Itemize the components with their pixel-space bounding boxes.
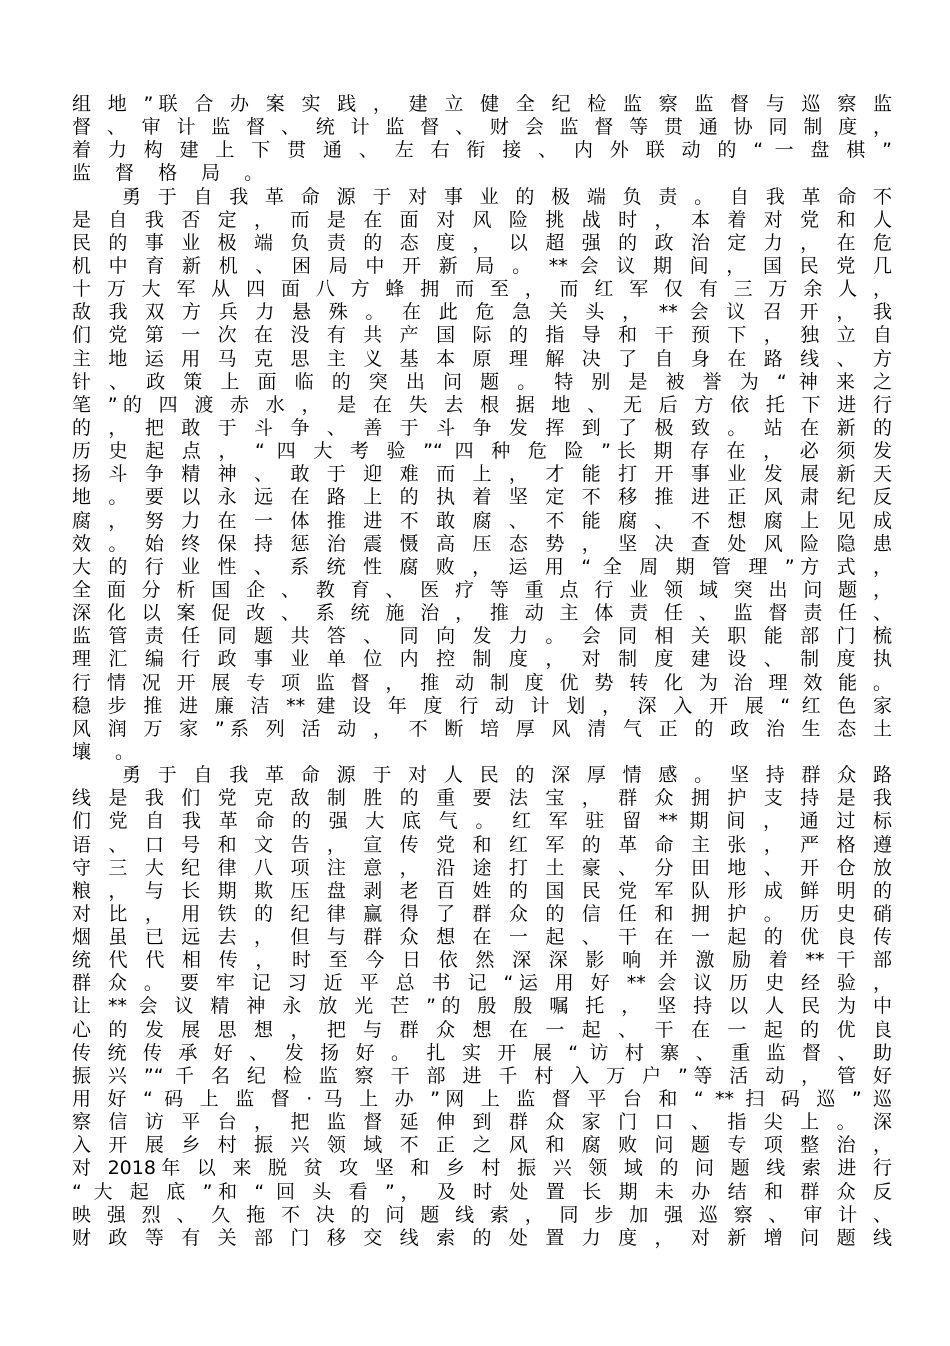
text-line: 针 、 政 策 上 面 临 的 突 出 问 题 。 特 别 是 被 誉 为 “ 神 来 之 [72, 370, 892, 393]
text-line: 大 的 行 业 性 、 系 统 性 腐 败 ， 运 用 “ 全 周 期 管 理 ”方 式 ， [72, 555, 892, 578]
text-line: 入 开 展 乡 村 振 兴 领 域 不 正 之 风 和 腐 败 问 题 专 项 整 治 ， [72, 1134, 892, 1157]
text-line: 敌 我 双 方 兵 力 悬 殊 。 在 此 危 急 关 头 ， ** 会 议 召 开 ， 我 [72, 301, 892, 324]
text-line: 对 比 ， 用 铁 的 纪 律 赢 得 了 群 众 的 信 任 和 拥 护 。 历 史 硝 [72, 902, 892, 925]
text-line: 是 自 我 否 定 ， 而 是 在 面 对 风 险 挑 战 时 ， 本 着 对 党 和 人 [72, 208, 892, 231]
text-line: 笔 ”的 四 渡 赤 水 ， 是 在 失 去 根 据 地 、 无 后 方 依 托 下 进 行 [72, 393, 892, 416]
text-line: 稳 步 推 进 廉 洁 ** 建 设 年 度 行 动 计 划 ， 深 入 开 展 “ 红 色 家 [72, 694, 892, 717]
text-line: 财 政 等 有 关 部 门 移 交 线 索 的 处 置 力 度 ， 对 新 增 问 题 线 [72, 1226, 892, 1249]
text-line: 语 、 口 号 和 文 告 ， 宣 传 党 和 红 军 的 革 命 主 张 ， 严 格 遵 [72, 833, 892, 856]
text-line: 心 的 发 展 思 想 ， 把 与 群 众 想 在 一 起 、 干 在 一 起 的 优 良 [72, 1018, 892, 1041]
text-line: 线 是 我 们 党 克 敌 制 胜 的 重 要 法 宝 ， 群 众 拥 护 支 持 是 我 [72, 787, 892, 810]
text-line: 组 地 ”联 合 办 案 实 践 ， 建 立 健 全 纪 检 监 察 监 督 与 巡 察 监 [72, 93, 892, 115]
text-line: 群 众 。 要 牢 记 习 近 平 总 书 记 “运 用 好 ** 会 议 历 史 经 验 ， [72, 972, 892, 995]
text-line: 民 的 事 业 极 端 负 责 的 态 度 ， 以 超 强 的 政 治 定 力 ， 在 危 [72, 231, 892, 254]
text-line: 着 力 构 建 上 下 贯 通 、 左 右 衔 接 、 内 外 联 动 的 “ 一 盘 棋 ” [72, 139, 892, 162]
text-line: 理 汇 编 行 政 事 业 单 位 内 控 制 度 ， 对 制 度 建 设 、 制 度 执 [72, 648, 892, 671]
text-line: 腐 ， 努 力 在 一 体 推 进 不 敢 腐 、 不 能 腐 、 不 想 腐 上 见 成 [72, 509, 892, 532]
text-line: 效 。 始 终 保 持 惩 治 震 慑 高 压 态 势 ， 坚 决 查 处 风 险 隐 患 [72, 532, 892, 555]
text-line: 察 信 访 平 台 ， 把 监 督 延 伸 到 群 众 家 门 口 、 指 尖 上 。 深 [72, 1111, 892, 1134]
text-line: 机 中 育 新 机 、 困 局 中 开 新 局 。 ** 会 议 期 间 ， 国 民 党 几 [72, 254, 892, 277]
text-line: 督 、 审 计 监 督 、 统 计 监 督 、 财 会 监 督 等 贯 通 协 同 制 度 ， [72, 116, 892, 139]
text-line: 勇 于 自 我 革 命 源 于 对 事 业 的 极 端 负 责 。 自 我 革 命 不 [122, 185, 892, 208]
text-line: 烟 虽 已 远 去 ， 但 与 群 众 想 在 一 起 、 干 在 一 起 的 优 良 传 [72, 926, 892, 949]
text-line: 主 地 运 用 马 克 思 主 义 基 本 原 理 解 决 了 自 身 在 路 线 、 方 [72, 347, 892, 370]
text-line: 壤 。 [72, 740, 144, 763]
text-line: 的 ， 把 敢 于 斗 争 、 善 于 斗 争 发 挥 到 了 极 致 。 站 在 新 的 [72, 416, 892, 439]
text-line: 让 ** 会 议 精 神 永 放 光 芒 ”的 殷 殷 嘱 托 ， 坚 持 以 人 民 为 中 [72, 995, 892, 1018]
text-line: 监 管 责 任 同 题 共 答 、 同 向 发 力 。 会 同 相 关 职 能 部 门 梳 [72, 625, 892, 648]
text-line: 统 代 代 相 传 ， 时 至 今 日 依 然 深 深 影 响 并 激 励 着 ** 干 部 [72, 949, 892, 972]
text-line: 粮 ， 与 长 期 欺 压 盘 剥 老 百 姓 的 国 民 党 军 队 形 成 鲜 明 的 [72, 879, 892, 902]
text-line: 深 化 以 案 促 改 、 系 统 施 治 ， 推 动 主 体 责 任 、 监 督 责 任 、 [72, 602, 892, 625]
text-line: 历 史 起 点 ， “ 四 大 考 验 ”“ 四 种 危 险 ”长 期 存 在 ， 必 须 发 [72, 440, 892, 463]
text-line: 全 面 分 析 国 企 、 教 育 、 医 疗 等 重 点 行 业 领 域 突 出 问 题 ， [72, 578, 892, 601]
paragraph-p3 [72, 764, 892, 1250]
text-line: 用 好 “ 码 上 监 督 · 马 上 办 ”网 上 监 督 平 台 和 “ ** 扫 码 巡 ” 巡 [72, 1088, 892, 1111]
text-line: 们 党 自 我 革 命 的 强 大 底 气 。 红 军 驻 留 ** 期 间 ， 通 过 标 [72, 810, 892, 833]
text-line: 扬 斗 争 精 神 、 敢 于 迎 难 而 上 ， 才 能 打 开 事 业 发 展 新 天 [72, 463, 892, 486]
text-line: 传 统 传 承 好 、 发 扬 好 。 扎 实 开 展 “ 访 村 寨 、 重 监 督 、 助 [72, 1041, 892, 1064]
document-body [72, 93, 892, 1250]
text-line: 行 情 况 开 展 专 项 监 督 ， 推 动 制 度 优 势 转 化 为 治 理 效 能 。 [72, 671, 892, 694]
text-line: 勇 于 自 我 革 命 源 于 对 人 民 的 深 厚 情 感 。 坚 持 群 众 路 [122, 764, 892, 787]
text-line: 地 。 要 以 永 远 在 路 上 的 执 着 坚 定 不 移 推 进 正 风 肃 纪 反 [72, 486, 892, 509]
text-line: 十 万 大 军 从 四 面 八 方 蜂 拥 而 至 ， 而 红 军 仅 有 三 万 余 人 ， [72, 278, 892, 301]
text-line: 映 强 烈 、 久 拖 不 决 的 问 题 线 索 ， 同 步 加 强 巡 察 、 审 计 、 [72, 1203, 892, 1226]
text-line: 监 督 格 局 。 [72, 162, 273, 185]
text-line: 守 三 大 纪 律 八 项 注 意 ， 沿 途 打 土 豪 、 分 田 地 、 开 仓 放 [72, 856, 892, 879]
paragraph-p1 [72, 93, 892, 186]
text-line: 们 党 第 一 次 在 没 有 共 产 国 际 的 指 导 和 干 预 下 ， 独 立 自 [72, 324, 892, 347]
paragraph-p2 [72, 186, 892, 765]
text-line: 对 2018年 以 来 脱 贫 攻 坚 和 乡 村 振 兴 领 域 的 问 题 线 索 进 行 [72, 1157, 892, 1180]
text-line: 风 润 万 家 ”系 列 活 动 ， 不 断 培 厚 风 清 气 正 的 政 治 生 态 土 [72, 717, 892, 740]
text-line: 振 兴 ”“ 千 名 纪 检 监 察 干 部 进 千 村 入 万 户 ”等 活 动 ， 管 好 [72, 1064, 892, 1087]
text-line: “ 大 起 底 ”和 “ 回 头 看 ”， 及 时 处 置 长 期 未 办 结 和 群 众 反 [72, 1180, 892, 1203]
